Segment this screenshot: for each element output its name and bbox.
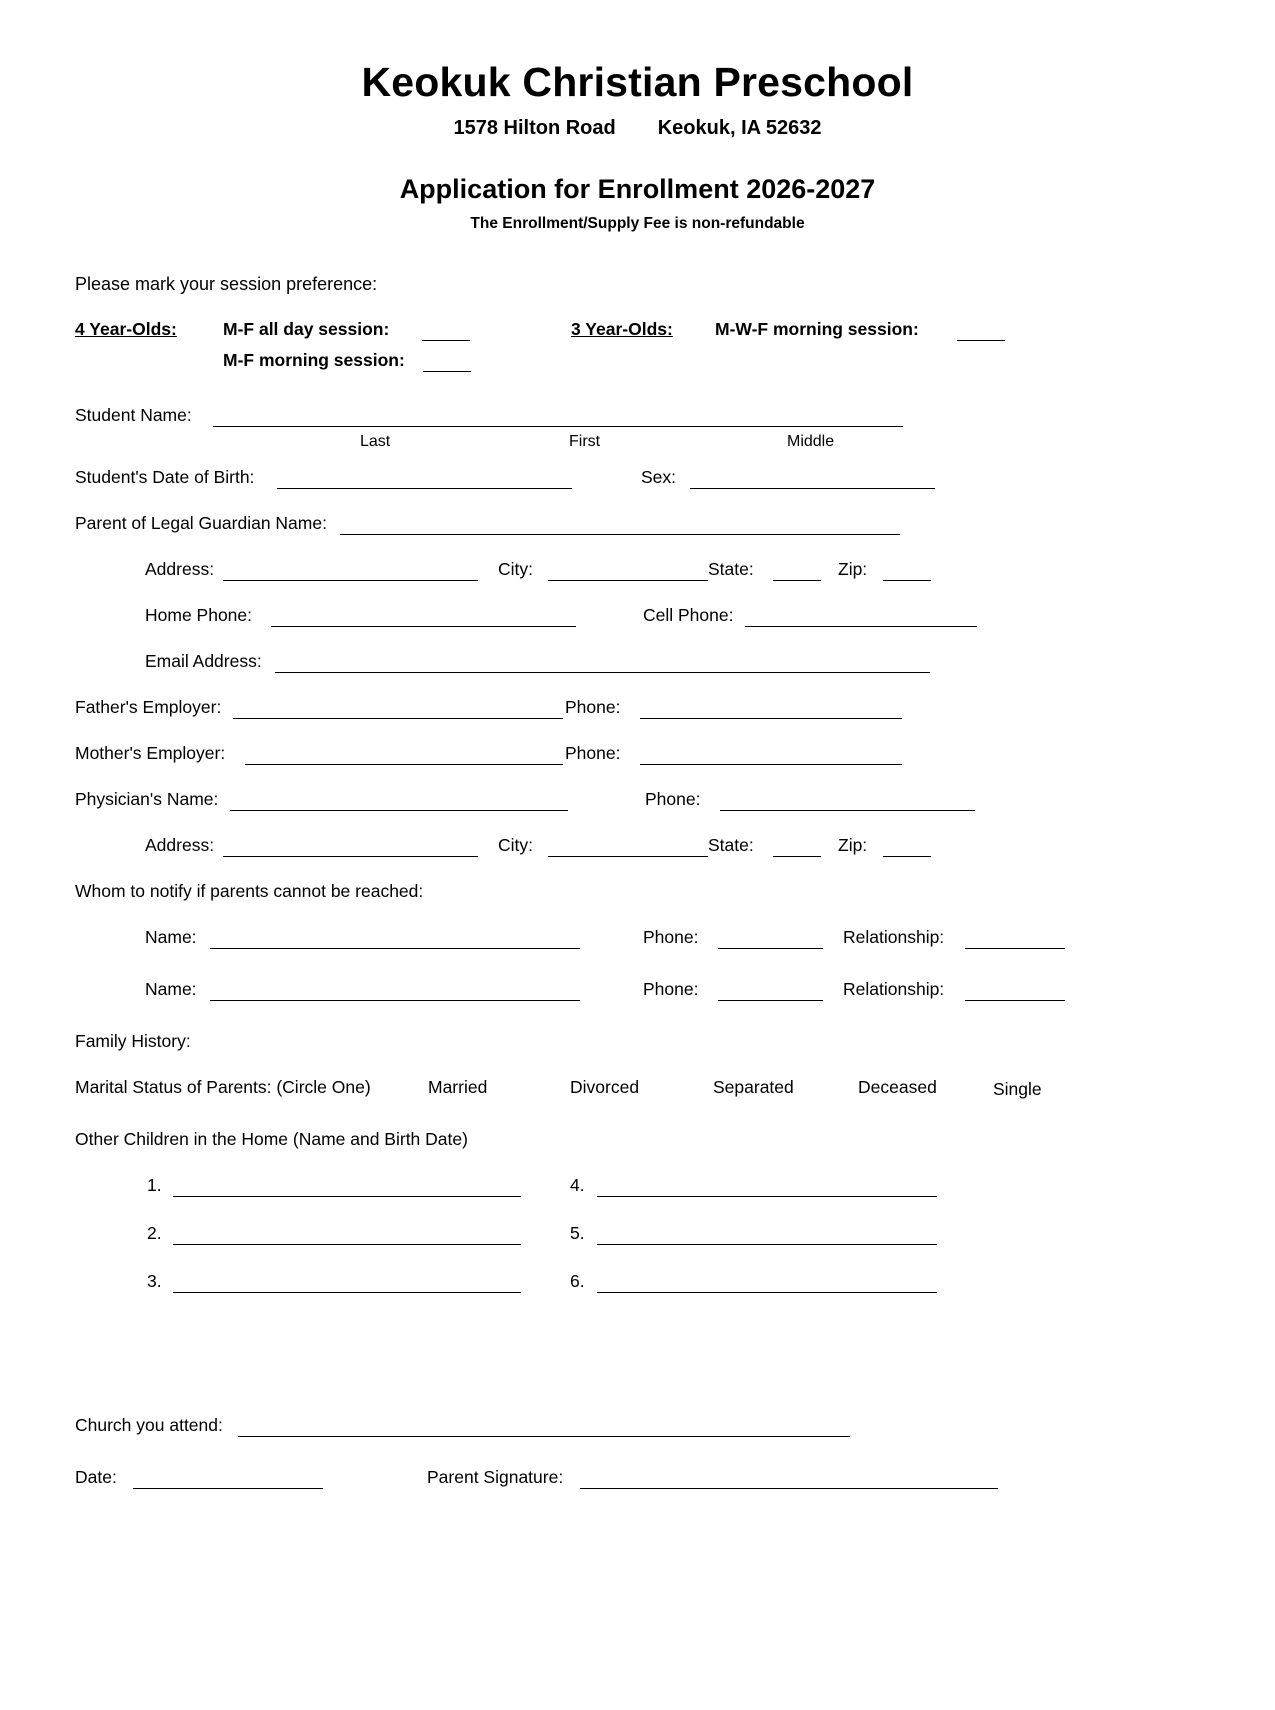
marital-option-married[interactable]: Married xyxy=(428,1077,488,1098)
guardian-address-label: Address: xyxy=(145,559,215,580)
application-title: Application for Enrollment 2026-2027 xyxy=(399,174,876,205)
four-year-allday-label: M-F all day session: xyxy=(223,319,390,340)
marital-option-separated[interactable]: Separated xyxy=(713,1077,794,1098)
guardian-name-blank[interactable] xyxy=(340,517,900,535)
other-children-line-1-4 xyxy=(75,1177,1215,1225)
child-blank-4[interactable] xyxy=(597,1179,937,1197)
other-children-line-2-5 xyxy=(75,1225,1215,1273)
home-phone-label: Home Phone: xyxy=(145,605,253,626)
email-label: Email Address: xyxy=(145,651,262,672)
school-street: 1578 Hilton Road xyxy=(453,117,616,140)
family-history-row xyxy=(75,1033,1215,1079)
child-number-3: 3. xyxy=(147,1271,162,1292)
document-page xyxy=(0,60,1275,1710)
emergency-prompt-row xyxy=(75,883,1215,929)
physician-state-blank[interactable] xyxy=(773,839,821,857)
dob-blank[interactable] xyxy=(277,471,572,489)
student-name-row xyxy=(75,407,1215,469)
other-children-row xyxy=(75,1131,1215,1177)
home-phone-blank[interactable] xyxy=(271,609,576,627)
date-signature-row xyxy=(75,1469,1215,1515)
school-address xyxy=(0,117,1275,140)
church-blank[interactable] xyxy=(238,1419,850,1437)
marital-option-deceased[interactable]: Deceased xyxy=(858,1077,937,1098)
physician-city-blank[interactable] xyxy=(548,839,708,857)
child-blank-5[interactable] xyxy=(597,1227,937,1245)
student-name-blank[interactable] xyxy=(213,409,903,427)
father-employer-row xyxy=(75,699,1215,745)
church-row xyxy=(75,1417,1215,1469)
mother-employer-blank[interactable] xyxy=(245,747,563,765)
physician-name-row xyxy=(75,791,1215,837)
church-label: Church you attend: xyxy=(75,1415,223,1436)
guardian-email-row xyxy=(75,653,1215,699)
guardian-city-label: City: xyxy=(498,559,533,580)
emergency-relationship-blank-1[interactable] xyxy=(965,931,1065,949)
three-year-morning-blank[interactable] xyxy=(957,323,1005,341)
email-blank[interactable] xyxy=(275,655,930,673)
three-year-morning-label: M-W-F morning session: xyxy=(715,319,919,340)
physician-zip-label: Zip: xyxy=(838,835,868,856)
mother-employer-row xyxy=(75,745,1215,791)
marital-option-divorced[interactable]: Divorced xyxy=(570,1077,640,1098)
child-number-6: 6. xyxy=(570,1271,585,1292)
emergency-phone-label-1: Phone: xyxy=(643,927,699,948)
school-city-state-zip: Keokuk, IA 52632 xyxy=(657,117,822,140)
physician-name-label: Physician's Name: xyxy=(75,789,219,810)
guardian-zip-label: Zip: xyxy=(838,559,868,580)
guardian-phones-row xyxy=(75,607,1215,653)
signature-label: Parent Signature: xyxy=(427,1467,564,1488)
emergency-name-blank-1[interactable] xyxy=(210,931,580,949)
guardian-zip-blank[interactable] xyxy=(883,563,931,581)
three-year-olds-label: 3 Year-Olds: xyxy=(571,319,673,340)
emergency-name-label-1: Name: xyxy=(145,927,197,948)
dob-label: Student's Date of Birth: xyxy=(75,467,255,488)
dob-sex-row xyxy=(75,469,1215,515)
father-phone-blank[interactable] xyxy=(640,701,902,719)
date-label: Date: xyxy=(75,1467,117,1488)
guardian-state-label: State: xyxy=(708,559,754,580)
child-blank-2[interactable] xyxy=(173,1227,521,1245)
four-year-olds-label: 4 Year-Olds: xyxy=(75,319,177,340)
child-number-4: 4. xyxy=(570,1175,585,1196)
physician-zip-blank[interactable] xyxy=(883,839,931,857)
school-name: Keokuk Christian Preschool xyxy=(361,59,914,105)
emergency-name-blank-2[interactable] xyxy=(210,983,580,1001)
guardian-name-row xyxy=(75,515,1215,561)
father-employer-label: Father's Employer: xyxy=(75,697,222,718)
caption-middle: Middle xyxy=(787,433,835,451)
emergency-contact-row-1 xyxy=(75,929,1215,981)
physician-address-label: Address: xyxy=(145,835,215,856)
guardian-name-label: Parent of Legal Guardian Name: xyxy=(75,513,327,534)
father-employer-blank[interactable] xyxy=(233,701,563,719)
mother-phone-blank[interactable] xyxy=(640,747,902,765)
caption-last: Last xyxy=(360,433,391,451)
cell-phone-label: Cell Phone: xyxy=(643,605,734,626)
child-number-1: 1. xyxy=(147,1175,162,1196)
signature-blank[interactable] xyxy=(580,1471,998,1489)
child-number-2: 2. xyxy=(147,1223,162,1244)
session-prompt: Please mark your session preference: xyxy=(75,274,378,295)
physician-address-row xyxy=(75,837,1215,883)
marital-status-row xyxy=(75,1079,1215,1131)
child-blank-3[interactable] xyxy=(173,1275,521,1293)
document-footer xyxy=(75,1417,1215,1515)
other-children-line-3-6 xyxy=(75,1273,1215,1321)
father-phone-label: Phone: xyxy=(565,697,621,718)
cell-phone-blank[interactable] xyxy=(745,609,977,627)
emergency-name-label-2: Name: xyxy=(145,979,197,1000)
fee-note: The Enrollment/Supply Fee is non-refundable xyxy=(470,215,805,233)
guardian-city-blank[interactable] xyxy=(548,563,708,581)
child-number-5: 5. xyxy=(570,1223,585,1244)
guardian-address-row xyxy=(75,561,1215,607)
child-blank-6[interactable] xyxy=(597,1275,937,1293)
four-year-morning-label: M-F morning session: xyxy=(223,350,405,371)
mother-employer-label: Mother's Employer: xyxy=(75,743,226,764)
other-children-label: Other Children in the Home (Name and Birth Date) xyxy=(75,1129,468,1150)
mother-phone-label: Phone: xyxy=(565,743,621,764)
date-blank[interactable] xyxy=(133,1471,323,1489)
guardian-state-blank[interactable] xyxy=(773,563,821,581)
session-preference-block xyxy=(75,321,1215,387)
emergency-relationship-label-1: Relationship: xyxy=(843,927,945,948)
sex-label: Sex: xyxy=(641,467,677,488)
four-year-allday-blank[interactable] xyxy=(422,323,470,341)
physician-name-blank[interactable] xyxy=(230,793,568,811)
emergency-prompt: Whom to notify if parents cannot be reached: xyxy=(75,881,424,902)
marital-status-label: Marital Status of Parents: (Circle One) xyxy=(75,1077,371,1098)
physician-address-blank[interactable] xyxy=(223,839,478,857)
guardian-address-blank[interactable] xyxy=(223,563,478,581)
physician-state-label: State: xyxy=(708,835,754,856)
document-header xyxy=(0,60,1275,233)
emergency-relationship-blank-2[interactable] xyxy=(965,983,1065,1001)
student-name-label: Student Name: xyxy=(75,405,192,426)
emergency-phone-label-2: Phone: xyxy=(643,979,699,1000)
physician-city-label: City: xyxy=(498,835,533,856)
child-blank-1[interactable] xyxy=(173,1179,521,1197)
sex-blank[interactable] xyxy=(690,471,935,489)
physician-phone-blank[interactable] xyxy=(720,793,975,811)
physician-phone-label: Phone: xyxy=(645,789,701,810)
emergency-relationship-label-2: Relationship: xyxy=(843,979,945,1000)
family-history-label: Family History: xyxy=(75,1031,191,1052)
caption-first: First xyxy=(569,433,601,451)
form-body xyxy=(75,275,1215,1515)
marital-option-single[interactable]: Single xyxy=(993,1079,1042,1100)
emergency-phone-blank-2[interactable] xyxy=(718,983,823,1001)
four-year-morning-blank[interactable] xyxy=(423,354,471,372)
emergency-phone-blank-1[interactable] xyxy=(718,931,823,949)
emergency-contact-row-2 xyxy=(75,981,1215,1033)
